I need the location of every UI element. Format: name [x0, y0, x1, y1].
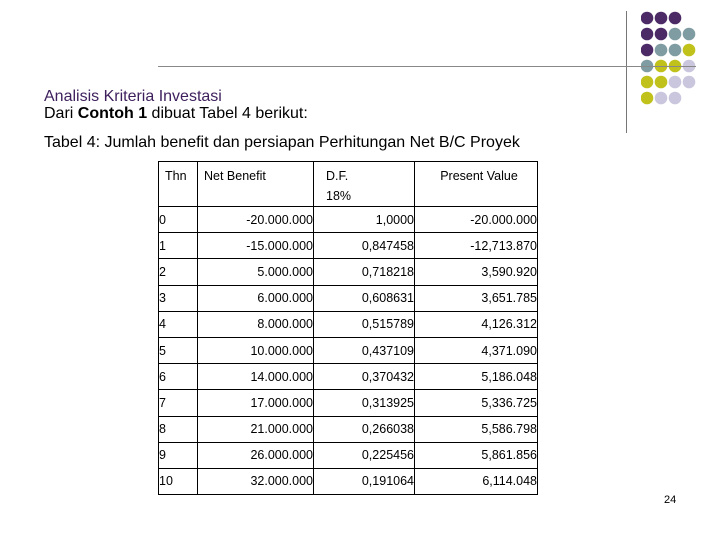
table-caption: Tabel 4: Jumlah benefit dan persiapan Perhitungan Net B/C Proyek [44, 134, 520, 151]
cell-net-benefit: 26.000.000 [198, 442, 314, 468]
decorative-dot [641, 44, 653, 57]
cell-discount-factor: 0,225456 [314, 442, 415, 468]
cell-discount-factor: 0,515789 [314, 311, 415, 337]
decorative-dot [669, 12, 682, 25]
cell-discount-factor: 1,0000 [314, 207, 415, 233]
cell-present-value: 5,186.048 [415, 364, 538, 390]
decorative-dot [641, 92, 653, 105]
cell-net-benefit: -15.000.000 [198, 233, 314, 259]
cell-thn: 8 [159, 416, 198, 442]
cell-thn: 7 [159, 390, 198, 416]
table-row [159, 364, 538, 390]
slide-subtitle [44, 105, 308, 122]
table-row [159, 233, 538, 259]
decorative-dot [669, 92, 682, 105]
decorative-dot [683, 76, 696, 89]
table-header-row [159, 162, 538, 207]
cell-present-value: 4,126.312 [415, 311, 538, 337]
header-present-value: Present Value [415, 162, 538, 207]
decorative-dot [641, 28, 653, 41]
cell-net-benefit: 5.000.000 [198, 259, 314, 285]
cell-thn: 4 [159, 311, 198, 337]
decorative-dot [655, 28, 668, 41]
cell-net-benefit: 8.000.000 [198, 311, 314, 337]
cell-thn: 0 [159, 207, 198, 233]
subtitle-bold: Contoh 1 [77, 105, 148, 122]
decorative-dot [655, 92, 668, 105]
table-row [159, 468, 538, 494]
table-row [159, 337, 538, 363]
cell-discount-factor: 0,370432 [314, 364, 415, 390]
cell-thn: 1 [159, 233, 198, 259]
cell-present-value: 5,586.798 [415, 416, 538, 442]
table-row [159, 285, 538, 311]
cell-present-value: 6,114.048 [415, 468, 538, 494]
decorative-dot [655, 12, 668, 25]
cell-net-benefit: -20.000.000 [198, 207, 314, 233]
cell-net-benefit: 32.000.000 [198, 468, 314, 494]
header-discount-factor: D.F. 18% [314, 162, 415, 207]
decorative-horizontal-line [158, 66, 696, 67]
cell-net-benefit: 17.000.000 [198, 390, 314, 416]
decorative-dot [669, 28, 682, 41]
cell-present-value: 3,651.785 [415, 285, 538, 311]
header-net-benefit: Net Benefit [198, 162, 314, 207]
table-row [159, 416, 538, 442]
cell-present-value: 5,336.725 [415, 390, 538, 416]
decorative-dot [641, 76, 653, 89]
decorative-dot [655, 76, 668, 89]
subtitle-prefix: Dari [44, 105, 78, 122]
cell-discount-factor: 0,608631 [314, 285, 415, 311]
cell-present-value: -12,713.870 [415, 233, 538, 259]
table-row [159, 390, 538, 416]
cell-present-value: 5,861.856 [415, 442, 538, 468]
decorative-dot [641, 12, 653, 25]
slide-heading [44, 88, 308, 122]
table-row [159, 259, 538, 285]
cell-present-value: 3,590.920 [415, 259, 538, 285]
header-thn: Thn [159, 162, 198, 207]
table-row [159, 442, 538, 468]
decorative-dot [683, 28, 696, 41]
benefit-table [158, 161, 538, 495]
cell-discount-factor: 0,718218 [314, 259, 415, 285]
cell-thn: 5 [159, 337, 198, 363]
cell-net-benefit: 14.000.000 [198, 364, 314, 390]
cell-thn: 2 [159, 259, 198, 285]
cell-thn: 10 [159, 468, 198, 494]
decorative-dot [669, 44, 682, 57]
cell-present-value: -20.000.000 [415, 207, 538, 233]
decorative-dot [683, 44, 696, 57]
cell-discount-factor: 0,266038 [314, 416, 415, 442]
cell-discount-factor: 0,191064 [314, 468, 415, 494]
cell-net-benefit: 21.000.000 [198, 416, 314, 442]
slide-title: Analisis Kriteria Investasi [44, 88, 222, 105]
page-number: 24 [664, 494, 677, 506]
decorative-dot [669, 76, 682, 89]
cell-discount-factor: 0,847458 [314, 233, 415, 259]
cell-thn: 3 [159, 285, 198, 311]
decorative-dot [655, 44, 668, 57]
cell-present-value: 4,371.090 [415, 337, 538, 363]
table-row [159, 207, 538, 233]
decorative-vertical-line [626, 11, 627, 133]
cell-discount-factor: 0,437109 [314, 337, 415, 363]
cell-net-benefit: 6.000.000 [198, 285, 314, 311]
cell-net-benefit: 10.000.000 [198, 337, 314, 363]
subtitle-suffix: dibuat Tabel 4 berikut: [147, 105, 308, 122]
cell-thn: 6 [159, 364, 198, 390]
table-row [159, 311, 538, 337]
cell-discount-factor: 0,313925 [314, 390, 415, 416]
cell-thn: 9 [159, 442, 198, 468]
